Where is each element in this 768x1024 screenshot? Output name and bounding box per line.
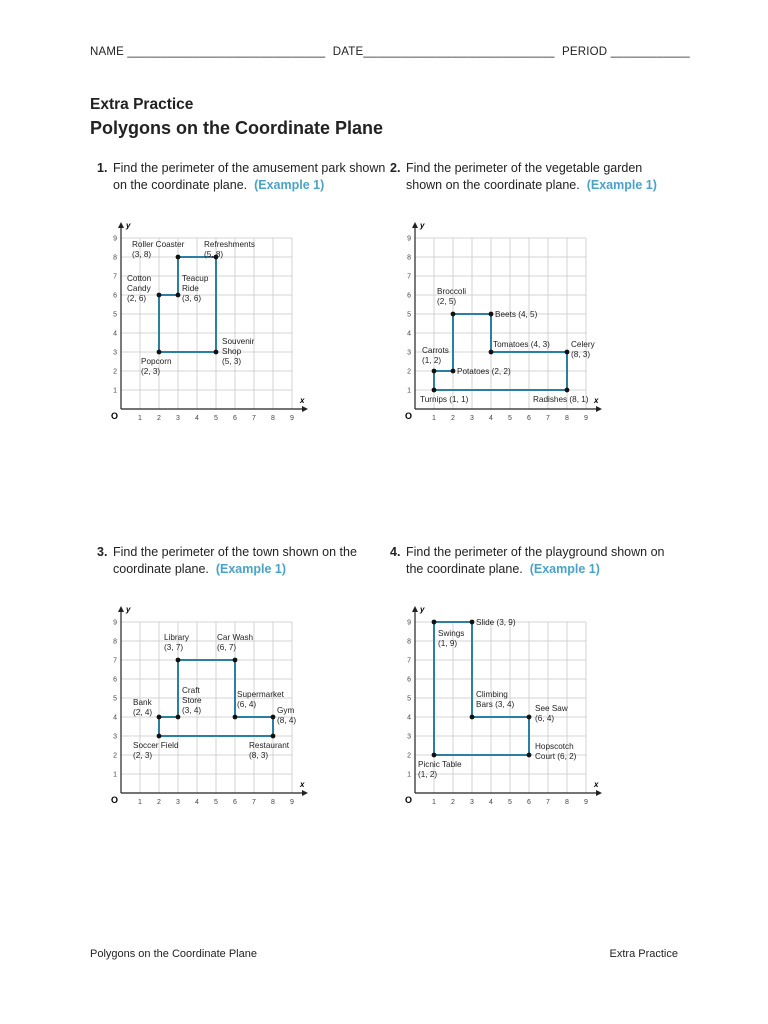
vertex-label-line: See Saw	[535, 704, 568, 713]
vertex-point	[451, 369, 456, 374]
vertex-label-line: (3, 7)	[164, 643, 184, 652]
vertex-label-line: Craft	[182, 686, 200, 695]
coordinate-plane-svg	[110, 210, 310, 430]
vertex-label	[476, 690, 514, 709]
vertex-label-line: Beets (4, 5)	[495, 310, 538, 319]
x-tick-label: 8	[271, 799, 275, 806]
y-tick-label: 1	[407, 387, 411, 395]
footer-left: Polygons on the Coordinate Plane	[90, 948, 257, 960]
vertex-label-line: Swings	[438, 629, 465, 638]
vertex-label-line: Roller Coaster	[132, 240, 185, 249]
vertex-point	[233, 658, 238, 663]
page-title: Polygons on the Coordinate Plane	[90, 118, 384, 138]
x-tick-label: 1	[432, 799, 436, 806]
problem-number: 3.	[97, 545, 108, 559]
vertex-point	[157, 293, 162, 298]
vertex-label	[571, 340, 596, 359]
example-link[interactable]: (Example 1)	[586, 178, 657, 192]
y-tick-label: 7	[113, 273, 117, 281]
polygon-shape	[159, 257, 216, 352]
vertex-label	[535, 742, 577, 761]
x-tick-label: 3	[176, 415, 180, 422]
period-field[interactable]: PERIOD ____________	[562, 46, 690, 58]
y-tick-label: 8	[407, 638, 411, 646]
x-tick-label: 9	[290, 415, 294, 422]
y-tick-label: 4	[407, 714, 411, 722]
x-axis-arrow	[302, 406, 308, 412]
vertex-label-line: (6, 4)	[237, 700, 257, 709]
vertex-label-line: (6, 7)	[217, 643, 237, 652]
origin-label: O	[111, 795, 119, 805]
grid	[415, 238, 586, 409]
vertex-point	[176, 255, 181, 260]
vertex-point	[565, 350, 570, 355]
vertex-point	[271, 715, 276, 720]
vertex-label-line: Cotton	[127, 274, 152, 283]
y-tick-label: 6	[407, 292, 411, 300]
vertex-label	[457, 367, 511, 376]
y-tick-label: 2	[407, 752, 411, 760]
vertex-label-line: Popcorn	[141, 357, 172, 366]
problem-text	[113, 160, 387, 194]
vertex-point	[176, 658, 181, 663]
x-tick-label: 1	[432, 415, 436, 422]
y-tick-label: 5	[113, 311, 117, 319]
vertex-label	[249, 741, 290, 760]
x-tick-label: 7	[252, 799, 256, 806]
y-axis-arrow	[412, 606, 418, 612]
vertex-label-line: Ride	[182, 284, 199, 293]
y-axis-arrow	[412, 222, 418, 228]
y-tick-label: 7	[407, 273, 411, 281]
example-link[interactable]: (Example 1)	[215, 562, 287, 576]
vertex-label-line: Library	[164, 633, 190, 642]
problem-3	[97, 544, 387, 578]
vertex-point	[157, 715, 162, 720]
vertex-label-line: Gym	[277, 706, 295, 715]
vertex-point	[470, 715, 475, 720]
x-tick-label: 7	[546, 415, 550, 422]
x-tick-label: 6	[233, 415, 237, 422]
y-tick-label: 6	[113, 292, 117, 300]
y-axis-arrow	[118, 222, 124, 228]
vertex-label-line: (8, 3)	[249, 751, 269, 760]
vertex-point	[489, 350, 494, 355]
vertex-label-line: Hopscotch	[535, 742, 574, 751]
x-tick-label: 5	[508, 415, 512, 422]
vertex-point	[527, 753, 532, 758]
vertex-label-line: Slide (3, 9)	[476, 618, 516, 627]
y-tick-label: 4	[113, 714, 117, 722]
x-tick-label: 1	[138, 799, 142, 806]
y-axis-label: y	[126, 605, 131, 614]
vertex-label-line: Soccer Field	[133, 741, 179, 750]
y-tick-label: 2	[407, 368, 411, 376]
x-tick-label: 5	[214, 799, 218, 806]
vertex-label	[418, 760, 462, 779]
vertex-label-line: Court (6, 2)	[535, 752, 577, 761]
coordinate-plane-2	[404, 210, 604, 430]
vertex-label-line: (6, 4)	[535, 714, 555, 723]
y-tick-label: 8	[407, 254, 411, 262]
vertex-label-line: Refreshments	[204, 240, 255, 249]
x-tick-label: 4	[195, 799, 199, 806]
problem-2	[390, 160, 680, 194]
origin-label: O	[405, 795, 413, 805]
y-tick-label: 3	[113, 349, 117, 357]
vertex-label-line: Store	[182, 696, 202, 705]
x-tick-label: 3	[470, 415, 474, 422]
y-tick-label: 4	[407, 330, 411, 338]
vertex-label-line: (1, 9)	[438, 639, 458, 648]
vertex-point	[176, 715, 181, 720]
vertex-point	[176, 293, 181, 298]
problem-question: Find the perimeter of the town shown on the coordinate plane.	[113, 545, 357, 576]
x-tick-label: 8	[565, 415, 569, 422]
coordinate-plane-svg	[404, 210, 604, 430]
vertex-point	[470, 620, 475, 625]
x-axis-label: x	[594, 780, 599, 789]
y-tick-label: 8	[113, 254, 117, 262]
x-axis-label: x	[300, 780, 305, 789]
vertex-label-line: (1, 2)	[418, 770, 438, 779]
y-tick-label: 7	[113, 657, 117, 665]
vertex-point	[271, 734, 276, 739]
problem-1	[97, 160, 387, 194]
vertex-label	[493, 340, 550, 349]
vertex-label-line: (3, 4)	[182, 706, 202, 715]
y-tick-label: 1	[113, 771, 117, 779]
vertex-point	[432, 620, 437, 625]
y-axis-label: y	[420, 221, 425, 230]
x-axis-arrow	[596, 790, 602, 796]
vertex-label	[164, 633, 190, 652]
vertex-label-line: Climbing	[476, 690, 508, 699]
x-tick-label: 4	[489, 415, 493, 422]
coordinate-plane-svg	[404, 594, 604, 814]
vertex-label-line: Bars (3, 4)	[476, 700, 515, 709]
problem-number: 4.	[390, 545, 401, 559]
vertex-label	[277, 706, 296, 725]
y-tick-label: 5	[113, 695, 117, 703]
coordinate-plane-svg	[110, 594, 310, 814]
vertex-label-line: (2, 4)	[133, 708, 153, 717]
coordinate-plane-3	[110, 594, 310, 814]
section-label: Extra Practice	[90, 96, 194, 113]
vertex-label	[133, 698, 153, 717]
coordinate-plane-1	[110, 210, 310, 430]
vertex-point	[157, 350, 162, 355]
vertex-label	[204, 240, 255, 259]
vertex-label	[422, 346, 449, 365]
x-tick-label: 2	[157, 799, 161, 806]
y-tick-label: 7	[407, 657, 411, 665]
vertex-label-line: Souvenir	[222, 337, 255, 346]
x-tick-label: 3	[176, 799, 180, 806]
vertex-label	[133, 741, 179, 760]
vertex-point	[432, 388, 437, 393]
x-tick-label: 1	[138, 415, 142, 422]
polygon-shape	[434, 314, 567, 390]
x-tick-label: 2	[157, 415, 161, 422]
y-tick-label: 5	[407, 695, 411, 703]
x-axis-arrow	[302, 790, 308, 796]
x-tick-label: 6	[233, 799, 237, 806]
y-axis-arrow	[118, 606, 124, 612]
vertex-label-line: (3, 8)	[132, 250, 152, 259]
vertex-label	[217, 633, 254, 652]
date-field[interactable]: DATE_____________________________	[332, 46, 555, 58]
vertex-label	[535, 704, 568, 723]
vertex-label	[127, 274, 152, 303]
vertex-label	[437, 287, 466, 306]
vertex-label-line: Candy	[127, 284, 151, 293]
y-tick-label: 6	[407, 676, 411, 684]
x-tick-label: 6	[527, 415, 531, 422]
y-tick-label: 3	[407, 349, 411, 357]
y-tick-label: 2	[113, 368, 117, 376]
x-axis-label: x	[300, 396, 305, 405]
vertex-label-line: (3, 6)	[182, 294, 202, 303]
vertex-label-line: (8, 3)	[571, 350, 591, 359]
x-axis-label: x	[594, 396, 599, 405]
y-tick-label: 1	[113, 387, 117, 395]
vertex-label	[182, 274, 209, 303]
vertex-label-line: Restaurant	[249, 741, 290, 750]
vertex-label-line: (2, 3)	[141, 367, 161, 376]
vertex-label	[438, 629, 464, 648]
x-tick-label: 5	[508, 799, 512, 806]
y-axis-label: y	[420, 605, 425, 614]
x-tick-label: 3	[470, 799, 474, 806]
x-tick-label: 8	[565, 799, 569, 806]
origin-label: O	[111, 411, 119, 421]
x-tick-label: 7	[546, 799, 550, 806]
vertex-label	[533, 395, 589, 404]
x-tick-label: 2	[451, 415, 455, 422]
y-tick-label: 2	[113, 752, 117, 760]
vertex-label	[420, 395, 469, 404]
example-link[interactable]: (Example 1)	[529, 562, 600, 576]
problem-question: Find the perimeter of the amusement park shown on the coordinate plane.	[113, 161, 386, 192]
vertex-label-line: Car Wash	[217, 633, 254, 642]
y-tick-label: 4	[113, 330, 117, 338]
problem-text	[406, 160, 680, 194]
vertex-label-line: (5, 8)	[204, 250, 224, 259]
grid	[121, 238, 292, 409]
vertex-point	[432, 369, 437, 374]
y-tick-label: 9	[407, 235, 411, 243]
x-tick-label: 7	[252, 415, 256, 422]
vertex-label-line: Tomatoes (4, 3)	[493, 340, 550, 349]
x-axis-arrow	[596, 406, 602, 412]
example-link[interactable]: (Example 1)	[254, 178, 325, 192]
y-axis-label: y	[126, 221, 131, 230]
vertex-label	[476, 618, 516, 627]
y-tick-label: 5	[407, 311, 411, 319]
x-tick-label: 4	[489, 799, 493, 806]
vertex-label-line: Bank	[133, 698, 152, 707]
vertex-label-line: Teacup	[182, 274, 209, 283]
vertex-label	[222, 337, 255, 366]
vertex-label-line: Picnic Table	[418, 760, 462, 769]
vertex-label-line: (5, 3)	[222, 357, 242, 366]
vertex-label-line: Supermarket	[237, 690, 284, 699]
vertex-label	[182, 686, 202, 715]
footer-right: Extra Practice	[609, 948, 678, 960]
vertex-label-line: (2, 5)	[437, 297, 457, 306]
vertex-point	[527, 715, 532, 720]
x-tick-label: 2	[451, 799, 455, 806]
coordinate-plane-4	[404, 594, 604, 814]
y-tick-label: 1	[407, 771, 411, 779]
problem-number: 1.	[97, 161, 108, 175]
problem-text	[113, 544, 387, 578]
vertex-label-line: Radishes (8, 1)	[533, 395, 589, 404]
vertex-point	[432, 753, 437, 758]
y-tick-label: 9	[113, 235, 117, 243]
vertex-label-line: Carrots	[422, 346, 449, 355]
vertex-point	[214, 350, 219, 355]
problem-question: Find the perimeter of the playground shown on the coordinate plane.	[406, 545, 665, 576]
vertex-point	[565, 388, 570, 393]
vertex-label-line: Celery	[571, 340, 595, 349]
x-tick-label: 6	[527, 799, 531, 806]
vertex-label-line: (2, 6)	[127, 294, 147, 303]
vertex-label-line: (2, 3)	[133, 751, 153, 760]
origin-label: O	[405, 411, 413, 421]
vertex-label-line: Turnips (1, 1)	[420, 395, 469, 404]
vertex-label	[495, 310, 538, 319]
x-tick-label: 9	[584, 415, 588, 422]
y-tick-label: 3	[407, 733, 411, 741]
y-tick-label: 3	[113, 733, 117, 741]
vertex-label-line: Shop	[222, 347, 242, 356]
header-line	[90, 46, 694, 58]
x-tick-label: 5	[214, 415, 218, 422]
x-tick-label: 9	[290, 799, 294, 806]
vertex-point	[233, 715, 238, 720]
y-tick-label: 8	[113, 638, 117, 646]
problem-question: Find the perimeter of the vegetable garden shown on the coordinate plane.	[406, 161, 643, 192]
x-tick-label: 9	[584, 799, 588, 806]
vertex-label-line: (1, 2)	[422, 356, 442, 365]
x-tick-label: 4	[195, 415, 199, 422]
y-tick-label: 9	[113, 619, 117, 627]
vertex-label-line: (8, 4)	[277, 716, 297, 725]
vertex-label-line: Potatoes (2, 2)	[457, 367, 511, 376]
name-field[interactable]: NAME ______________________________	[90, 46, 326, 58]
x-tick-label: 8	[271, 415, 275, 422]
problem-text	[406, 544, 680, 578]
problem-number: 2.	[390, 161, 401, 175]
vertex-label-line: Broccoli	[437, 287, 467, 296]
y-tick-label: 6	[113, 676, 117, 684]
vertex-point	[489, 312, 494, 317]
problem-4	[390, 544, 680, 578]
vertex-point	[451, 312, 456, 317]
vertex-label	[141, 357, 172, 376]
y-tick-label: 9	[407, 619, 411, 627]
vertex-point	[157, 734, 162, 739]
